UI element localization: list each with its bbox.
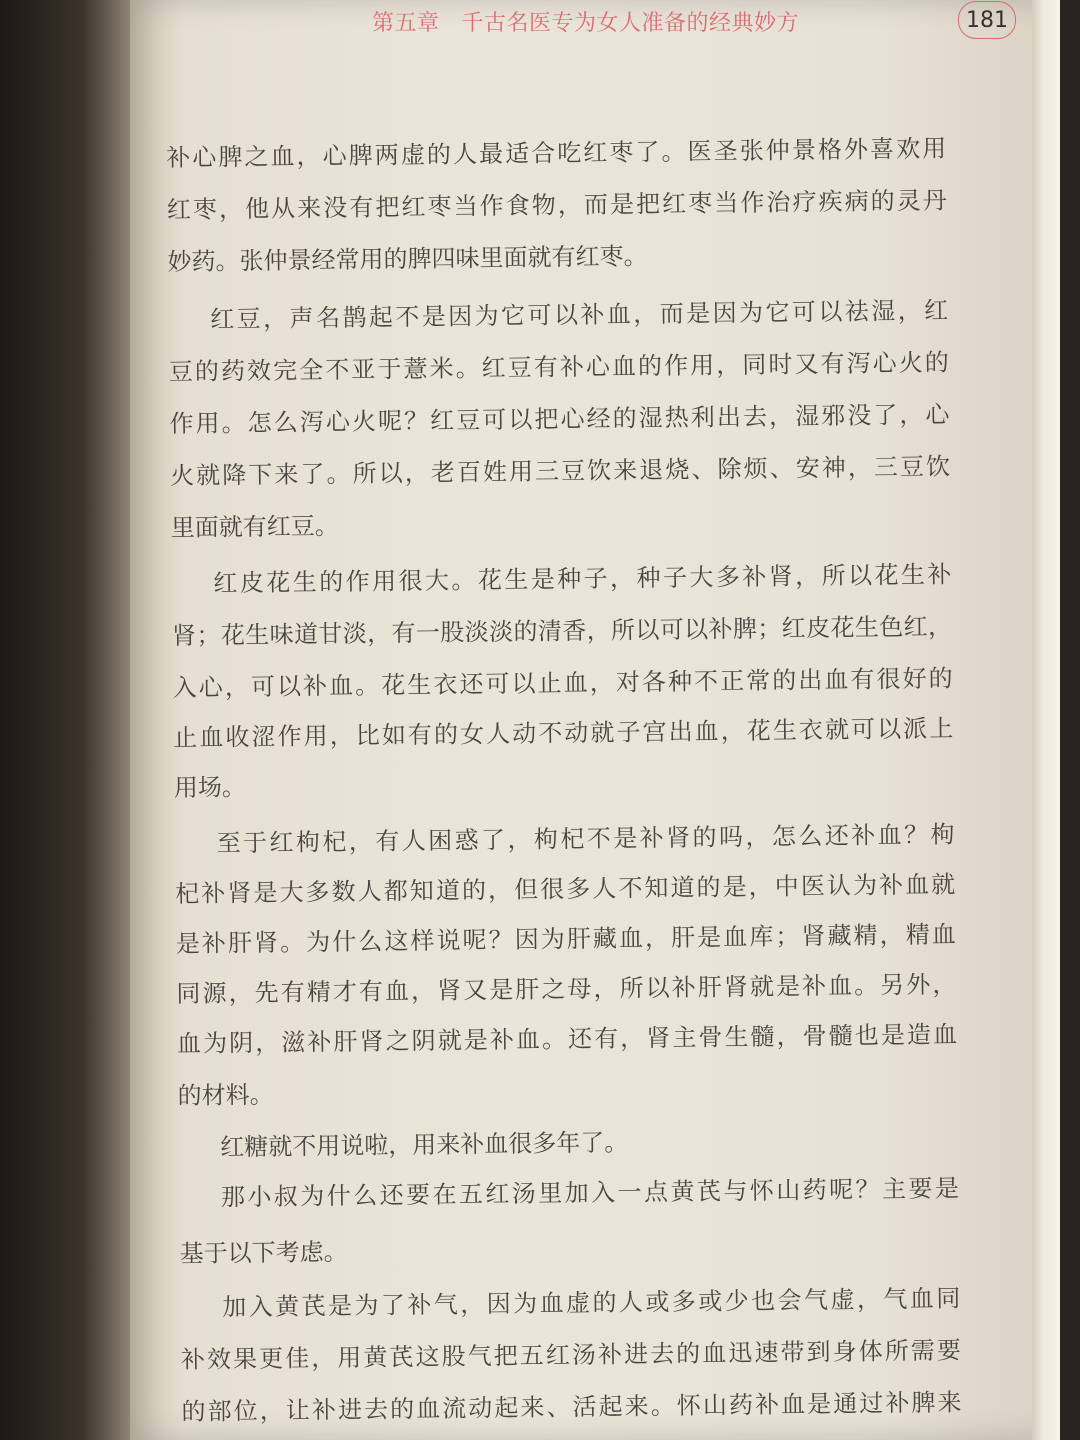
text-line: 补心脾之血，心脾两虚的人最适合吃红枣了。医圣张仲景格外喜欢用 bbox=[166, 134, 947, 172]
text-line: 加入黄芪是为了补气，因为血虚的人或多或少也会气虚，气血同 bbox=[222, 1284, 961, 1322]
text-line: 至于红枸杞，有人困惑了，枸杞不是补肾的吗，怎么还补血？枸 bbox=[216, 820, 955, 858]
book-spine-shadow bbox=[0, 0, 150, 1440]
text-line: 红枣，他从来没有把红枣当作食物，而是把红枣当作治疗疾病的灵丹 bbox=[166, 186, 947, 224]
text-line: 是补肝肾。为什么这样说呢？因为肝藏血，肝是血库；肾藏精，精血 bbox=[175, 920, 956, 958]
text-line: 同源，先有精才有血，肾又是肝之母，所以补肝肾就是补血。另外， bbox=[176, 970, 957, 1008]
page-number-badge: 181 bbox=[958, 1, 1016, 39]
text-line: 补效果更佳，用黄芪这股气把五红汤补进去的血迅速带到身体所需要 bbox=[180, 1336, 962, 1374]
running-header bbox=[372, 4, 799, 38]
text-line: 入心，可以补血。花生衣还可以止血，对各种不正常的出血有很好的 bbox=[172, 664, 953, 702]
text-line: 那小叔为什么还要在五红汤里加入一点黄芪与怀山药呢？主要是 bbox=[220, 1174, 960, 1212]
text-line: 里面就有红豆。 bbox=[170, 511, 339, 542]
text-line: 的部位，让补进去的血流动起来、活起来。怀山药补血是通过补脾来 bbox=[181, 1388, 962, 1426]
text-line: 止血收涩作用，比如有的女人动不动就子宫出血，花生衣就可以派上 bbox=[173, 714, 954, 752]
text-line: 的材料。 bbox=[177, 1080, 274, 1110]
page-edge bbox=[1032, 0, 1060, 1440]
text-line: 用场。 bbox=[173, 773, 247, 802]
text-line: 血为阴，滋补肝肾之阴就是补血。还有，肾主骨生髓，骨髓也是造血 bbox=[176, 1020, 958, 1058]
text-line: 豆的药效完全不亚于薏米。红豆有补心血的作用，同时又有泻心火的 bbox=[168, 348, 949, 386]
text-line: 红豆，声名鹊起不是因为它可以补血，而是因为它可以祛湿，红 bbox=[210, 296, 949, 334]
text-line: 红糖就不用说啦，用来补血很多年了。 bbox=[220, 1128, 629, 1162]
chapter-label: 第五章 bbox=[372, 10, 440, 36]
text-line: 作用。怎么泻心火呢？红豆可以把心经的湿热利出去，湿邪没了，心 bbox=[169, 400, 950, 438]
text-line: 火就降下来了。所以，老百姓用三豆饮来退烧、除烦、安神，三豆饮 bbox=[169, 452, 951, 490]
text-line: 杞补肾是大多数人都知道的，但很多人不知道的是，中医认为补血就 bbox=[175, 870, 956, 908]
text-line: 妙药。张仲景经常用的脾四味里面就有红枣。 bbox=[167, 242, 648, 276]
chapter-title: 千古名医专为女人准备的经典妙方 bbox=[461, 10, 800, 36]
text-line: 基于以下考虑。 bbox=[179, 1237, 348, 1268]
text-line: 肾；花生味道甘淡，有一股淡淡的清香，所以可以补脾；红皮花生色红， bbox=[171, 612, 953, 650]
text-line: 红皮花生的作用很大。花生是种子，种子大多补肾，所以花生补 bbox=[213, 560, 952, 598]
